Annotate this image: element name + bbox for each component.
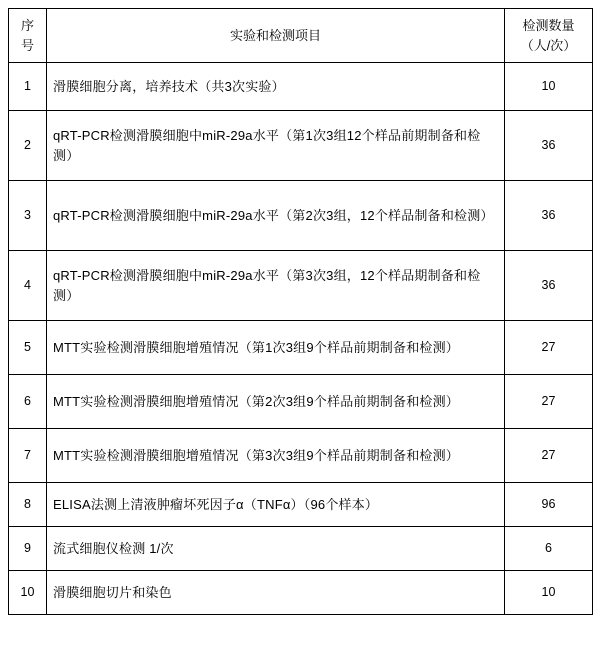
column-header-quantity-unit: （人/次） [520,37,577,53]
row-item: 滑膜细胞分离，培养技术（共3次实验） [47,63,505,111]
table-row [9,321,593,375]
row-item: 流式细胞仪检测 1/次 [47,527,505,571]
table-header-row [9,9,593,63]
row-item: ELISA法测上清液肿瘤坏死因子α（TNFα）（96个样本） [47,483,505,527]
table-header [9,9,593,63]
row-number: 6 [9,375,47,429]
table-body [9,63,593,615]
table-row [9,375,593,429]
row-item: 滑膜细胞切片和染色 [47,571,505,615]
row-number: 1 [9,63,47,111]
row-number: 9 [9,527,47,571]
row-number: 3 [9,181,47,251]
row-number: 4 [9,251,47,321]
row-item: MTT实验检测滑膜细胞增殖情况（第3次3组9个样品前期制备和检测） [47,429,505,483]
row-quantity: 36 [505,181,593,251]
row-quantity: 10 [505,63,593,111]
row-item: MTT实验检测滑膜细胞增殖情况（第2次3组9个样品前期制备和检测） [47,375,505,429]
row-item: MTT实验检测滑膜细胞增殖情况（第1次3组9个样品前期制备和检测） [47,321,505,375]
row-quantity: 36 [505,111,593,181]
table-row [9,483,593,527]
table-row [9,527,593,571]
page-bottom-spacer [8,615,592,621]
row-quantity: 96 [505,483,593,527]
row-item: qRT-PCR检测滑膜细胞中miR-29a水平（第3次3组，12个样品期制备和检测） [47,251,505,321]
row-number: 8 [9,483,47,527]
table-row [9,111,593,181]
column-header-no: 序号 [9,9,47,63]
table-row [9,63,593,111]
column-header-item: 实验和检测项目 [47,9,505,63]
row-quantity: 27 [505,429,593,483]
table-row [9,251,593,321]
row-quantity: 27 [505,321,593,375]
row-number: 7 [9,429,47,483]
row-quantity: 6 [505,527,593,571]
row-number: 10 [9,571,47,615]
row-item: qRT-PCR检测滑膜细胞中miR-29a水平（第1次3组12个样品前期制备和检测） [47,111,505,181]
row-quantity: 10 [505,571,593,615]
row-number: 2 [9,111,47,181]
column-header-quantity [505,9,593,63]
table-row [9,429,593,483]
table-row [9,571,593,615]
row-number: 5 [9,321,47,375]
row-quantity: 36 [505,251,593,321]
experiment-items-table [8,8,593,615]
table-row [9,181,593,251]
row-quantity: 27 [505,375,593,429]
column-header-quantity-line1: 检测数量 [522,18,575,33]
row-item: qRT-PCR检测滑膜细胞中miR-29a水平（第2次3组，12个样品制备和检测） [47,181,505,251]
